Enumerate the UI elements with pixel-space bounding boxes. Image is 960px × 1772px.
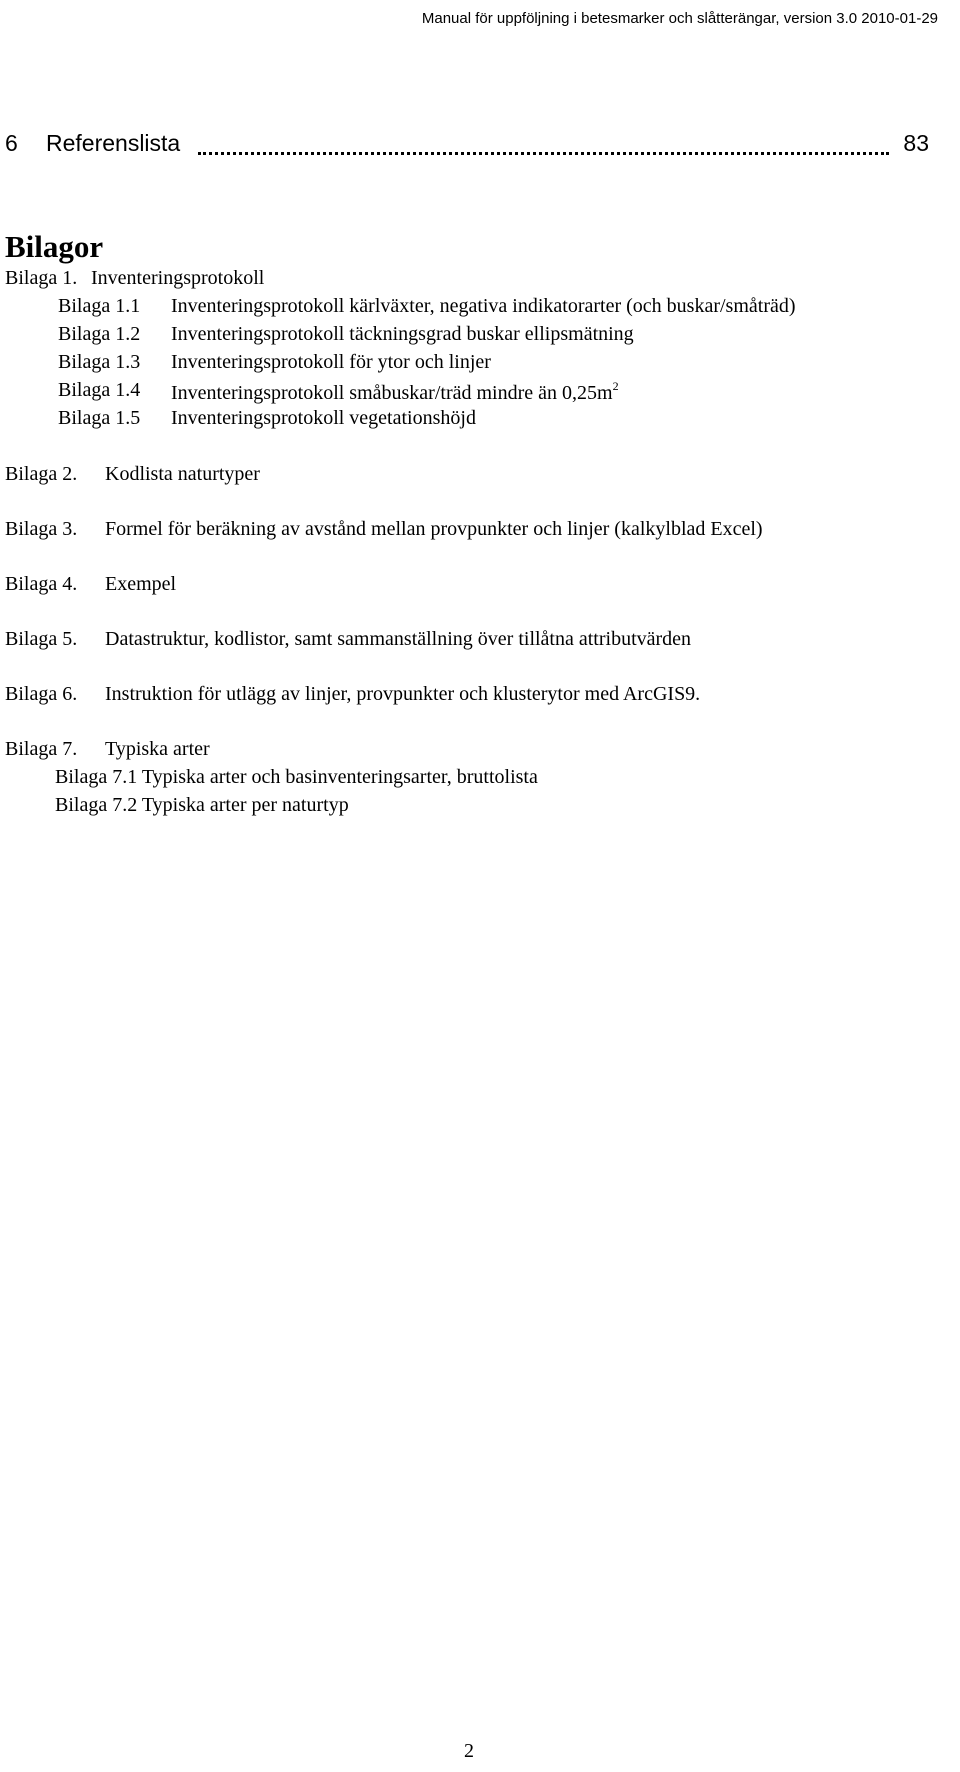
bilaga-label: Bilaga 1.1 xyxy=(58,295,141,317)
toc-entry-referenslista[interactable] xyxy=(5,126,929,160)
page-number: 2 xyxy=(464,1740,474,1762)
bilaga-text: Typiska arter xyxy=(105,738,210,760)
bilaga-label: Bilaga 4. xyxy=(5,573,78,595)
bilaga-label: Bilaga 6. xyxy=(5,683,78,705)
bilaga-label: Bilaga 3. xyxy=(5,518,78,540)
bilaga-text: Inventeringsprotokoll xyxy=(91,267,265,289)
bilaga-text: Inventeringsprotokoll täckningsgrad buskar ellipsmätning xyxy=(171,323,634,345)
bilaga-text: Inventeringsprotokoll kärlväxter, negativa indikatorarter (och buskar/småträd) xyxy=(171,295,796,317)
toc-entry-number: 6 xyxy=(5,130,18,156)
bilaga-text: Inventeringsprotokoll för ytor och linjer xyxy=(171,351,491,373)
running-header: Manual för uppföljning i betesmarker och slåtterängar, version 3.0 2010-01-29 xyxy=(421,10,938,27)
bilaga-label: Bilaga 7. xyxy=(5,738,78,760)
bilaga-label: Bilaga 1.4 xyxy=(58,379,141,401)
bilaga-label: Bilaga 5. xyxy=(5,628,78,650)
bilaga-text-main: Inventeringsprotokoll småbuskar/träd mindre än 0,25m xyxy=(171,382,613,404)
bilaga-text: Kodlista naturtyper xyxy=(105,463,260,485)
toc-entry-page: 83 xyxy=(903,130,929,156)
bilaga-text: Bilaga 7.2 Typiska arter per naturtyp xyxy=(55,794,349,816)
toc-dot-leader xyxy=(198,152,889,155)
bilaga-label: Bilaga 2. xyxy=(5,463,78,485)
bilaga-label: Bilaga 1. xyxy=(5,267,78,289)
superscript: 2 xyxy=(612,379,619,393)
bilagor-heading: Bilagor xyxy=(5,229,104,264)
toc-entry-title: Referenslista xyxy=(46,130,181,156)
bilaga-text: Formel för beräkning av avstånd mellan provpunkter och linjer (kalkylblad Excel) xyxy=(105,518,763,540)
bilaga-text: Inventeringsprotokoll vegetationshöjd xyxy=(171,407,476,429)
bilaga-label: Bilaga 1.2 xyxy=(58,323,141,345)
bilaga-text: Exempel xyxy=(105,573,177,595)
bilaga-label: Bilaga 1.5 xyxy=(58,407,141,429)
bilaga-text: Bilaga 7.1 Typiska arter och basinventeringsarter, bruttolista xyxy=(55,766,538,788)
bilaga-text: Instruktion för utlägg av linjer, provpunkter och klusterytor med ArcGIS9. xyxy=(105,683,701,705)
bilaga-text: Datastruktur, kodlistor, samt sammanställning över tillåtna attributvärden xyxy=(105,628,692,650)
bilaga-text xyxy=(171,379,619,405)
bilaga-label: Bilaga 1.3 xyxy=(58,351,141,373)
